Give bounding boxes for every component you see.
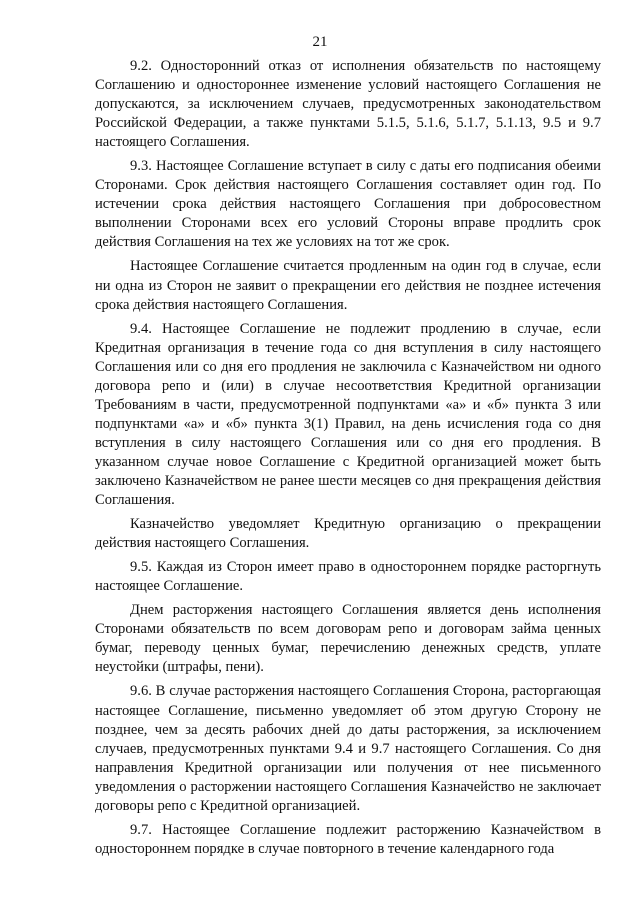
paragraph-9-4: 9.4. Настоящее Соглашение не подлежит продлению в случае, если Кредитная организация в течение года со дня вступления в силу настоящего Соглашения или со дня его продления не заключила с Казначейством ни одного договора репо и (или) в случае несоответствия Кредитной организации Требованиям в части, предусмотренной подпунктами «а» и «б» пункта 3 или подпунктами «а» и «б» пункта 3(1) Правил, на день исчисления года со дня вступления в силу настоящего Соглашения или со дня его продления. В указанном случае новое Соглашение с Кредитной организацией может быть заключено Казначейством не ранее шести месяцев со дня прекращения действия Соглашения. [95, 320, 601, 509]
paragraph-9-5: 9.5. Каждая из Сторон имеет право в одностороннем порядке расторгнуть настоящее Соглашение. [95, 559, 601, 595]
paragraph-9-5-termination-day: Днем расторжения настоящего Соглашения является день исполнения Сторонами обязательств по всем договорам репо и договорам займа ценных бумаг, переводу ценных бумаг, перечислению денежных средств, уплате неустойки (штрафы, пени). [95, 602, 601, 676]
paragraph-9-7: 9.7. Настоящее Соглашение подлежит расторжению Казначейством в одностороннем порядке в случае повторного в течение календарного года [95, 821, 601, 857]
page-body [95, 57, 601, 859]
page-number: 21 [312, 34, 328, 50]
paragraph-9-4-notice: Казначейство уведомляет Кредитную организацию о прекращении действия настоящего Соглашения. [95, 516, 601, 552]
paragraph-9-6: 9.6. В случае расторжения настоящего Соглашения Сторона, расторгающая настоящее Соглашение, письменно уведомляет об этом другую Сторону не позднее, чем за десять рабочих дней до даты расторжения, за исключением случаев, предусмотренных пунктами 9.4 и 9.7 настоящего Соглашения. Со дня направления Кредитной организации или получения от нее письменного уведомления о расторжении настоящего Соглашения Казначейство не заключает договоры репо с Кредитной организацией. [95, 683, 601, 814]
paragraph-9-3-extension: Настоящее Соглашение считается продленным на один год в случае, если ни одна из Сторон не заявит о прекращении его действия не позднее истечения срока действия настоящего Соглашения. [95, 258, 601, 313]
paragraph-9-2: 9.2. Односторонний отказ от исполнения обязательств по настоящему Соглашению и одностороннее изменение условий настоящего Соглашения не допускаются, за исключением случаев, предусмотренных законодательством Российской Федерации, а также пунктами 5.1.5, 5.1.6, 5.1.7, 5.1.13, 9.5 и 9.7 настоящего Соглашения. [95, 58, 601, 151]
paragraph-9-3: 9.3. Настоящее Соглашение вступает в силу с даты его подписания обеими Сторонами. Срок действия настоящего Соглашения составляет один год. По истечении срока действия настоящего Соглашения при добросовестном выполнении Сторонами всех его условий Стороны вправе продлить срок действия Соглашения на тех же условиях на тот же срок. [95, 158, 601, 251]
